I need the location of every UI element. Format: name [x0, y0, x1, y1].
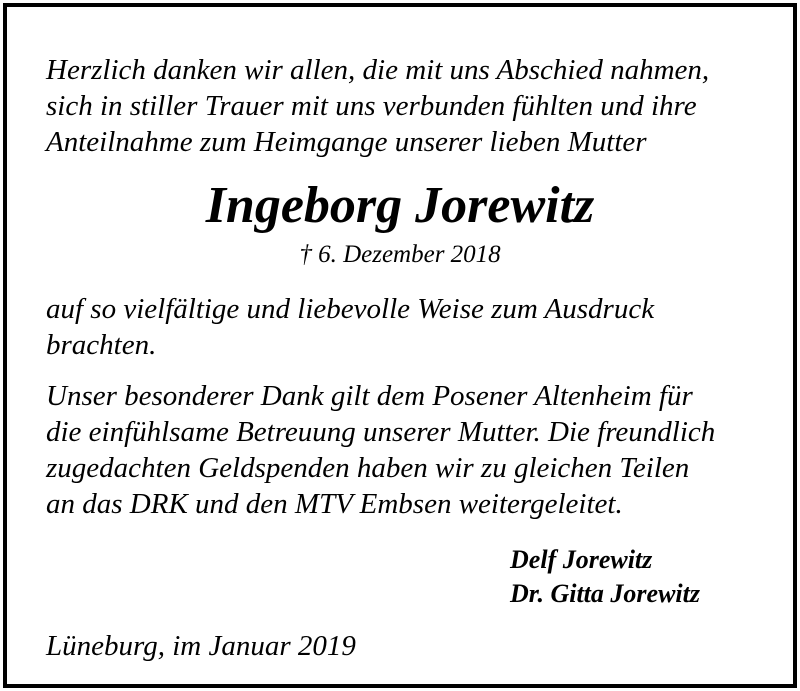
thanks-line: Unser besonderer Dank gilt dem Posener Altenheim für [46, 380, 693, 412]
thanks-line: an das DRK und den MTV Embsen weitergeleitet. [46, 488, 623, 520]
thanks-line: zugedachten Geldspenden haben wir zu gleichen Teilen [46, 452, 690, 484]
intro-line: Herzlich danken wir allen, die mit uns Abschied nahmen, [46, 54, 710, 86]
middle-line: brachten. [46, 329, 157, 361]
intro-line: Anteilnahme zum Heimgange unserer lieben Mutter [46, 126, 647, 158]
thanks-paragraph [46, 378, 715, 522]
deceased-name: Ingeborg Jorewitz [205, 177, 595, 234]
signature-name: Delf Jorewitz [510, 545, 653, 574]
intro-line: sich in stiller Trauer mit uns verbunden fühlten und ihre [46, 90, 697, 122]
middle-paragraph [46, 291, 654, 363]
signatures [510, 543, 700, 611]
signature-name: Dr. Gitta Jorewitz [510, 579, 700, 608]
thanks-line: die einfühlsame Betreuung unserer Mutter. Die freundlich [46, 416, 716, 448]
death-date: † 6. Dezember 2018 [299, 241, 501, 268]
middle-line: auf so vielfältige und liebevolle Weise zum Ausdruck [46, 293, 655, 325]
intro-paragraph [46, 52, 709, 160]
place-date: Lüneburg, im Januar 2019 [46, 630, 356, 662]
